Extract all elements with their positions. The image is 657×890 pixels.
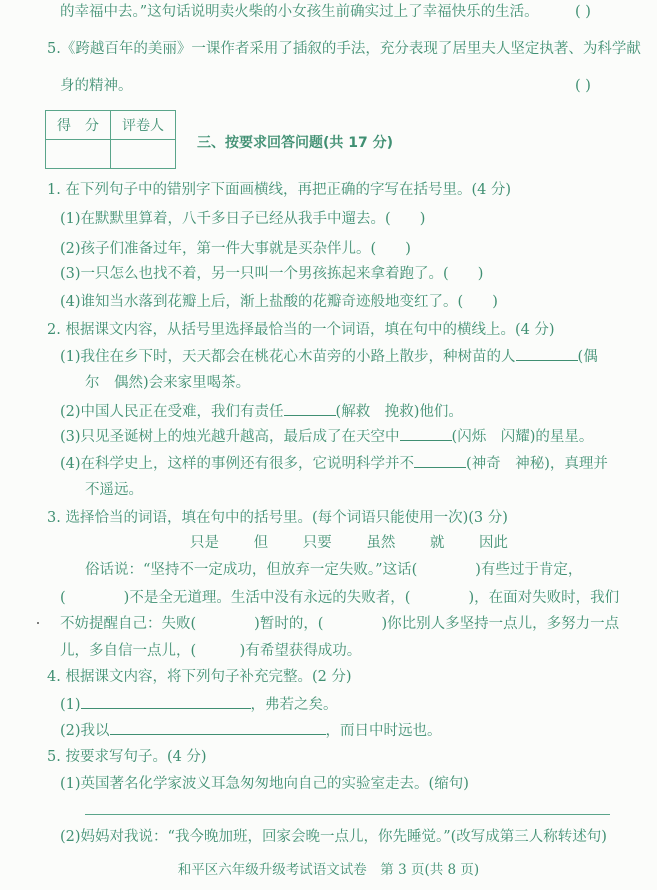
word-option: 只是: [190, 535, 219, 551]
q3-passage-line-3: 不妨提醒自己：失败( )暂时的，( )你比别人多坚持一点儿，多努力一点: [60, 616, 620, 632]
fill-blank[interactable]: [81, 694, 251, 709]
answer-parens[interactable]: ( ): [575, 78, 591, 94]
q4-prompt: 4. 根据课文内容，将下列句子补充完整。(2 分): [47, 669, 352, 685]
q5-item-2: (2)妈妈对我说：“我今晚加班，回家会晚一点儿，你先睡觉。”(改写成第三人称转述句): [60, 829, 607, 845]
q2-item-1: [60, 346, 598, 367]
q2-item-3: [60, 426, 593, 447]
grader-header: 评卷人: [111, 111, 176, 140]
stray-mark: [37, 622, 39, 624]
q3-passage-line-2: ( )不是全无道理。生活中没有永远的失败者，( )，在面对失败时，我们: [60, 590, 620, 606]
word-option: 只要: [302, 535, 332, 551]
fill-blank[interactable]: [110, 720, 326, 735]
score-cell[interactable]: [46, 140, 111, 169]
word-option: 就: [429, 535, 445, 551]
q1-item-1: (1)在默默里算着，八千多日子已经从我手中遛去。( ): [60, 211, 426, 227]
word-option: 但: [253, 535, 269, 551]
score-table: [45, 110, 176, 169]
q2-item-2-text: (2)中国人民正在受难，我们有责任: [60, 404, 284, 420]
q1-item-2: (2)孩子们准备过年，第一件大事就是买杂伴儿。( ): [60, 241, 411, 257]
fill-blank[interactable]: [516, 346, 578, 361]
word-option: 虽然: [366, 535, 396, 551]
page-footer: 和平区六年级升级考试语文试卷 第 3 页(共 8 页): [177, 862, 480, 878]
q1-item-4: (4)谁知当水落到花瓣上后，渐上盐酸的花瓣奇迹般地变红了。( ): [60, 294, 498, 310]
q4-item-1-label: (1): [60, 697, 81, 713]
score-header: 得 分: [46, 111, 111, 140]
fill-blank[interactable]: [414, 453, 466, 468]
q2-item-2-options: (解救 挽救)他们。: [335, 404, 463, 420]
q2-item-2: [60, 401, 463, 422]
fill-blank[interactable]: [400, 426, 452, 441]
q3-prompt: 3. 选择恰当的词语，填在句中的括号里。(每个词语只能使用一次)(3 分): [47, 510, 508, 526]
carryover-line: 的幸福中去。”这句话说明卖火柴的小女孩生前确实过上了幸福快乐的生活。: [60, 4, 539, 20]
q2-item-4-cont: 不遥远。: [85, 482, 143, 498]
q4-item-2-text: ，而日中时远也。: [325, 723, 442, 739]
q3-passage-line-1: 俗话说：“坚持不一定成功，但放弃一定失败。”这话( )有些过于肯定，: [85, 562, 583, 578]
q2-item-1-text: (1)我住在乡下时，天天都会在桃花心木苗旁的小路上散步，种树苗的人: [60, 349, 516, 365]
q4-item-2: [60, 720, 442, 741]
q1-item-3: (3)一只怎么也找不着，另一只叫一个男孩拣起来拿着跑了。( ): [60, 266, 484, 282]
q2-item-4-options: (神奇 神秘)，真理并: [466, 456, 608, 472]
q2-item-4: [60, 453, 608, 474]
q5-prompt: 5. 按要求写句子。(4 分): [47, 749, 207, 765]
q2-item-1-options: (偶: [577, 349, 598, 365]
q3-word-bank: [190, 533, 538, 553]
q2-item-3-text: (3)只见圣诞树上的烛光越升越高，最后成了在天空中: [60, 429, 400, 445]
grader-cell[interactable]: [111, 140, 176, 169]
q2-item-1-cont: 尔 偶然)会来家里喝茶。: [85, 375, 251, 391]
q2-item-4-text: (4)在科学史上，这样的事例还有很多，它说明科学并不: [60, 456, 415, 472]
q1-prompt: 1. 在下列句子中的错别字下面画横线，再把正确的字写在括号里。(4 分): [47, 182, 512, 198]
q5-item-1: (1)英国著名化学家波义耳急匆匆地向自己的实验室走去。(缩句): [60, 776, 469, 792]
q4-item-1-text: ，弗若之矣。: [250, 697, 338, 713]
q4-item-2-label: (2)我以: [60, 723, 110, 739]
q2-prompt: 2. 根据课文内容，从括号里选择最恰当的一个词语，填在句中的横线上。(4 分): [47, 322, 555, 338]
item-5-statement: 5.《跨越百年的美丽》一课作者采用了插叙的手法，充分表现了居里夫人坚定执著、为科学献: [47, 41, 641, 57]
answer-line[interactable]: [85, 814, 610, 815]
section-title: 三、按要求回答问题(共 17 分): [197, 135, 394, 151]
q3-passage-line-4: 儿，多自信一点儿，( )有希望获得成功。: [60, 643, 362, 659]
item-5-statement-cont: 身的精神。: [60, 78, 133, 94]
q2-item-3-options: (闪烁 闪耀)的星星。: [451, 429, 594, 445]
fill-blank[interactable]: [284, 401, 336, 416]
answer-parens[interactable]: ( ): [575, 4, 591, 20]
word-option: 因此: [479, 535, 509, 551]
q4-item-1: [60, 694, 338, 715]
